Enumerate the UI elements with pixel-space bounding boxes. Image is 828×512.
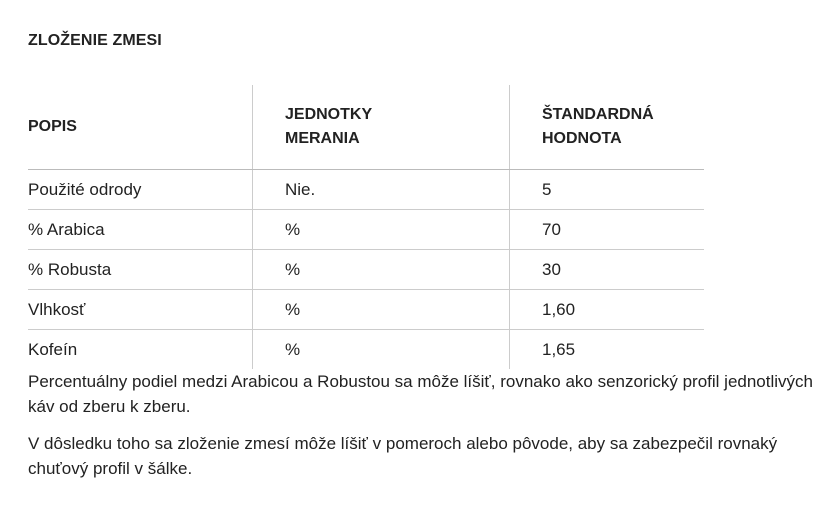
table-row: [28, 290, 704, 330]
cell-unit: %: [253, 210, 510, 250]
table-row: [28, 170, 704, 210]
note-consistency: V dôsledku toho sa zloženie zmesí môže líšiť v pomeroch alebo pôvode, aby sa zabezpečil rovnaký chuťový profil v šálke.: [28, 434, 778, 478]
header-description: POPIS: [28, 85, 253, 170]
cell-unit: Nie.: [253, 170, 510, 210]
cell-description: % Robusta: [28, 250, 253, 290]
cell-unit: %: [253, 330, 510, 370]
cell-description: Vlhkosť: [28, 290, 253, 330]
table-row: [28, 250, 704, 290]
cell-value: 1,65: [542, 339, 576, 359]
header-unit: [253, 85, 510, 170]
note-variation: Percentuálny podiel medzi Arabicou a Robustou sa môže líšiť, rovnako ako senzorický profil jednotlivých káv od zberu k zberu.: [28, 372, 813, 416]
cell-value: 1,60: [510, 290, 705, 330]
cell-value: 5: [510, 170, 705, 210]
table-header-row: [28, 85, 704, 170]
section-title: ZLOŽENIE ZMESI: [28, 32, 162, 49]
header-standard-value-label: ŠTANDARDNÁ HODNOTA: [542, 106, 654, 147]
table-row: [28, 210, 704, 250]
header-standard-value: [510, 85, 705, 170]
cell-value: 70: [510, 210, 705, 250]
table-row: [28, 330, 704, 370]
composition-table: [28, 85, 704, 369]
cell-unit: %: [253, 290, 510, 330]
cell-value: 30: [510, 250, 705, 290]
cell-description: % Arabica: [28, 210, 253, 250]
cell-description: Kofeín: [28, 330, 253, 370]
cell-description: Použité odrody: [28, 170, 253, 210]
header-unit-label: JEDNOTKY MERANIA: [285, 106, 372, 147]
cell-unit: %: [253, 250, 510, 290]
